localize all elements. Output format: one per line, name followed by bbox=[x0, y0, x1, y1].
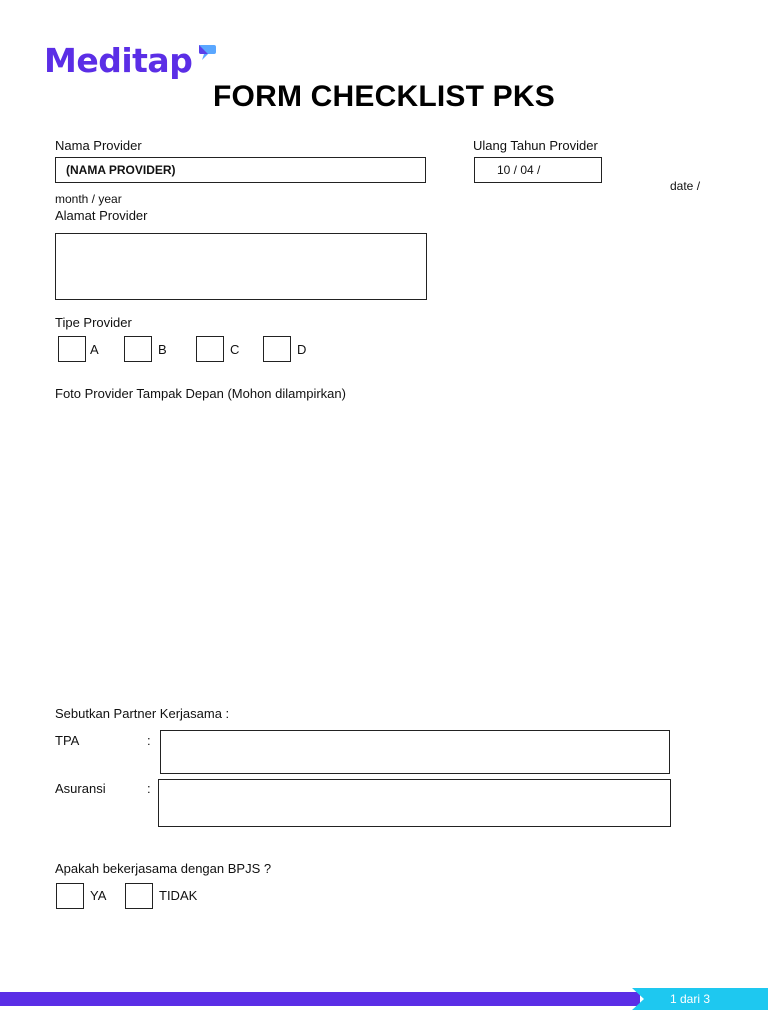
month-year-hint: month / year bbox=[55, 192, 122, 206]
page-indicator-tag bbox=[632, 988, 768, 1010]
type-d-checkbox[interactable] bbox=[263, 336, 291, 362]
tpa-field[interactable] bbox=[160, 730, 670, 774]
photo-label: Foto Provider Tampak Depan (Mohon dilampirkan) bbox=[55, 386, 346, 401]
meditap-logo bbox=[44, 38, 192, 84]
bpjs-question: Apakah bekerjasama dengan BPJS ? bbox=[55, 861, 272, 876]
provider-birthday-label: Ulang Tahun Provider bbox=[473, 138, 598, 153]
type-d-label: D bbox=[297, 342, 307, 357]
logo-chat-bubble-icon bbox=[196, 42, 218, 64]
page-title: FORM CHECKLIST PKS bbox=[213, 80, 555, 113]
type-c-checkbox[interactable] bbox=[196, 336, 224, 362]
provider-birthday-value: 10 / 04 / bbox=[497, 163, 541, 177]
provider-name-field[interactable] bbox=[55, 157, 426, 183]
type-a-label: A bbox=[90, 342, 99, 357]
provider-birthday-field[interactable] bbox=[474, 157, 602, 183]
provider-name-value: (NAMA PROVIDER) bbox=[66, 163, 176, 177]
date-hint: date / bbox=[670, 179, 701, 193]
type-a-checkbox[interactable] bbox=[58, 336, 86, 362]
tpa-colon: : bbox=[147, 733, 151, 748]
page-indicator: 1 dari 3 bbox=[670, 992, 711, 1006]
provider-address-field[interactable] bbox=[55, 233, 427, 300]
tpa-label: TPA bbox=[55, 733, 80, 748]
bpjs-yes-checkbox[interactable] bbox=[56, 883, 84, 909]
logo-wordmark: Meditap bbox=[44, 41, 193, 80]
provider-name-label: Nama Provider bbox=[55, 138, 142, 153]
type-b-label: B bbox=[158, 342, 167, 357]
type-b-checkbox[interactable] bbox=[124, 336, 152, 362]
type-c-label: C bbox=[230, 342, 240, 357]
provider-address-label: Alamat Provider bbox=[55, 208, 148, 223]
asuransi-field[interactable] bbox=[158, 779, 671, 827]
bpjs-no-checkbox[interactable] bbox=[125, 883, 153, 909]
partner-label: Sebutkan Partner Kerjasama : bbox=[55, 706, 230, 721]
bpjs-yes-label: YA bbox=[90, 888, 107, 903]
provider-type-label: Tipe Provider bbox=[55, 315, 132, 330]
asuransi-label: Asuransi bbox=[55, 781, 106, 796]
bpjs-no-label: TIDAK bbox=[159, 888, 198, 903]
footer-bar bbox=[0, 992, 640, 1006]
asuransi-colon: : bbox=[147, 781, 151, 796]
